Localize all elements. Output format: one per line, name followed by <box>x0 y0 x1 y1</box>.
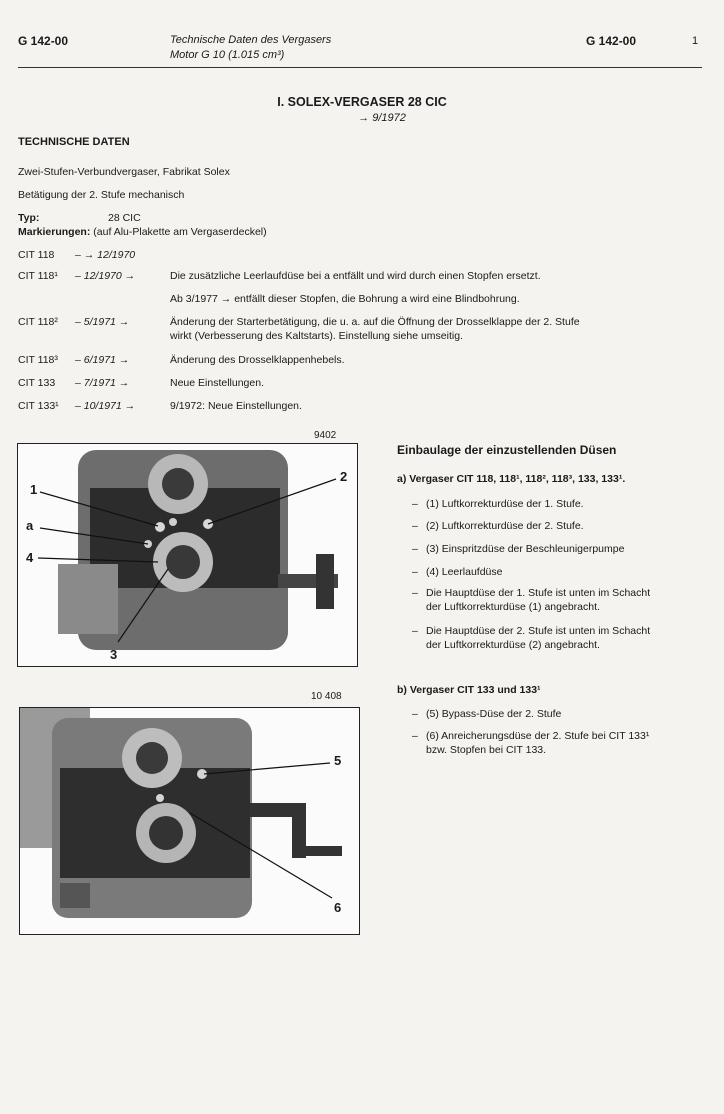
callout-5: 5 <box>334 753 342 768</box>
callout-1: 1 <box>30 482 38 497</box>
page-number: 1 <box>692 35 699 47</box>
cit-row-range: – 7/1971 → <box>75 377 130 389</box>
header-code-right: G 142-00 <box>586 34 637 48</box>
cit-row-desc: Ab 3/1977 → entfällt dieser Stopfen, die Bohrung a wird eine Blindbohrung. <box>170 293 520 305</box>
figure-2-number: 10 408 <box>311 691 342 702</box>
list-item-b1: – (5) Bypass-Düse der 2. Stufe <box>412 708 562 720</box>
carburetor-photo-2 <box>19 707 360 935</box>
figure-1-number: 9402 <box>314 430 337 441</box>
section-b-heading: b) Vergaser CIT 133 und 133¹ <box>397 684 541 696</box>
cit-row-range: – 12/1970 → <box>75 270 136 282</box>
list-item-a6: – Die Hauptdüse der 2. Stufe ist unten im Schacht der Luftkorrekturdüse (2) angebracht. <box>412 624 702 652</box>
list-item-a5-text: Die Hauptdüse der 1. Stufe ist unten im Schacht der Luftkorrekturdüse (1) angebracht. <box>426 587 651 613</box>
cit-row-desc: Neue Einstellungen. <box>170 377 264 389</box>
list-item-a6-text: Die Hauptdüse der 2. Stufe ist unten im Schacht der Luftkorrekturdüse (2) angebracht. <box>426 625 651 651</box>
header-rule <box>18 67 702 68</box>
cit-row-range: – 10/1971 → <box>75 400 136 412</box>
cit-row-code: CIT 118¹ <box>18 270 58 282</box>
cit-row-range: – 5/1971 → <box>75 316 130 328</box>
callout-6: 6 <box>334 900 342 915</box>
carburetor-photo-1 <box>17 443 358 667</box>
cit-row-range: – → 12/1970 <box>75 249 136 261</box>
section-a-heading: a) Vergaser CIT 118, 118¹, 118², 118³, 133, 133¹. <box>397 473 626 485</box>
list-item-a1: – (1) Luftkorrekturdüse der 1. Stufe. <box>412 498 584 510</box>
list-item-b2-line1: (6) Anreicherungsdüse der 2. Stufe bei CIT 133¹ <box>426 730 650 742</box>
section-heading: TECHNISCHE DATEN <box>18 136 130 148</box>
page-subtitle: → 9/1972 <box>358 112 406 124</box>
callout-3: 3 <box>110 647 118 662</box>
right-heading: Einbaulage der einzustellenden Düsen <box>397 443 617 457</box>
cit-row-code: CIT 118³ <box>18 354 58 366</box>
list-item-a5: – Die Hauptdüse der 1. Stufe ist unten im Schacht der Luftkorrekturdüse (1) angebracht. <box>412 586 702 614</box>
carburetor-illustration-2 <box>20 708 359 934</box>
cit-row-desc-2: wirkt (Verbesserung des Kaltstarts). Einstellung siehe umseitig. <box>170 330 463 342</box>
list-item-b2: – (6) Anreicherungsdüse der 2. Stufe bei CIT 133¹ bzw. Stopfen bei CIT 133. <box>412 729 712 757</box>
callout-2: 2 <box>340 469 348 484</box>
cit-row-desc: Änderung der Starterbetätigung, die u. a. auf die Öffnung der Drosselklappe der 2. Stufe <box>170 316 580 328</box>
header-title-line2: Motor G 10 (1.015 cm³) <box>170 49 285 61</box>
cit-row-desc: 9/1972: Neue Einstellungen. <box>170 400 302 412</box>
typ-value: 28 CIC <box>108 212 141 224</box>
page-title: I. SOLEX-VERGASER 28 CIC <box>277 95 447 109</box>
cit-row-desc: Die zusätzliche Leerlaufdüse bei a entfällt und wird durch einen Stopfen ersetzt. <box>170 270 541 282</box>
markierungen-label: Markierungen: <box>18 226 91 238</box>
cit-row-code: CIT 118² <box>18 316 58 328</box>
header-code-left: G 142-00 <box>18 34 69 48</box>
carburetor-illustration-1 <box>18 444 357 666</box>
list-item-a2: – (2) Luftkorrekturdüse der 2. Stufe. <box>412 520 584 532</box>
cit-row-range: – 6/1971 → <box>75 354 130 366</box>
list-item-a3: – (3) Einspritzdüse der Beschleunigerpumpe <box>412 543 625 555</box>
header-title <box>170 33 331 63</box>
cit-row-code: CIT 133 <box>18 377 56 389</box>
cit-row-code: CIT 133¹ <box>18 400 59 412</box>
markierungen-value: (auf Alu-Plakette am Vergaserdeckel) <box>93 226 267 238</box>
callout-a: a <box>26 518 34 533</box>
intro-line-1: Zwei-Stufen-Verbundvergaser, Fabrikat Solex <box>18 166 230 178</box>
list-item-b2-line2: bzw. Stopfen bei CIT 133. <box>426 744 547 756</box>
typ-label: Typ: <box>18 212 40 224</box>
cit-row-desc: Änderung des Drosselklappenhebels. <box>170 354 345 366</box>
intro-line-2: Betätigung der 2. Stufe mechanisch <box>18 189 185 201</box>
list-item-a4: – (4) Leerlaufdüse <box>412 566 503 578</box>
callout-4: 4 <box>26 550 34 565</box>
cit-row-code: CIT 118 <box>18 249 55 261</box>
header-title-line1: Technische Daten des Vergasers <box>170 34 332 46</box>
markierungen-line <box>18 226 267 238</box>
